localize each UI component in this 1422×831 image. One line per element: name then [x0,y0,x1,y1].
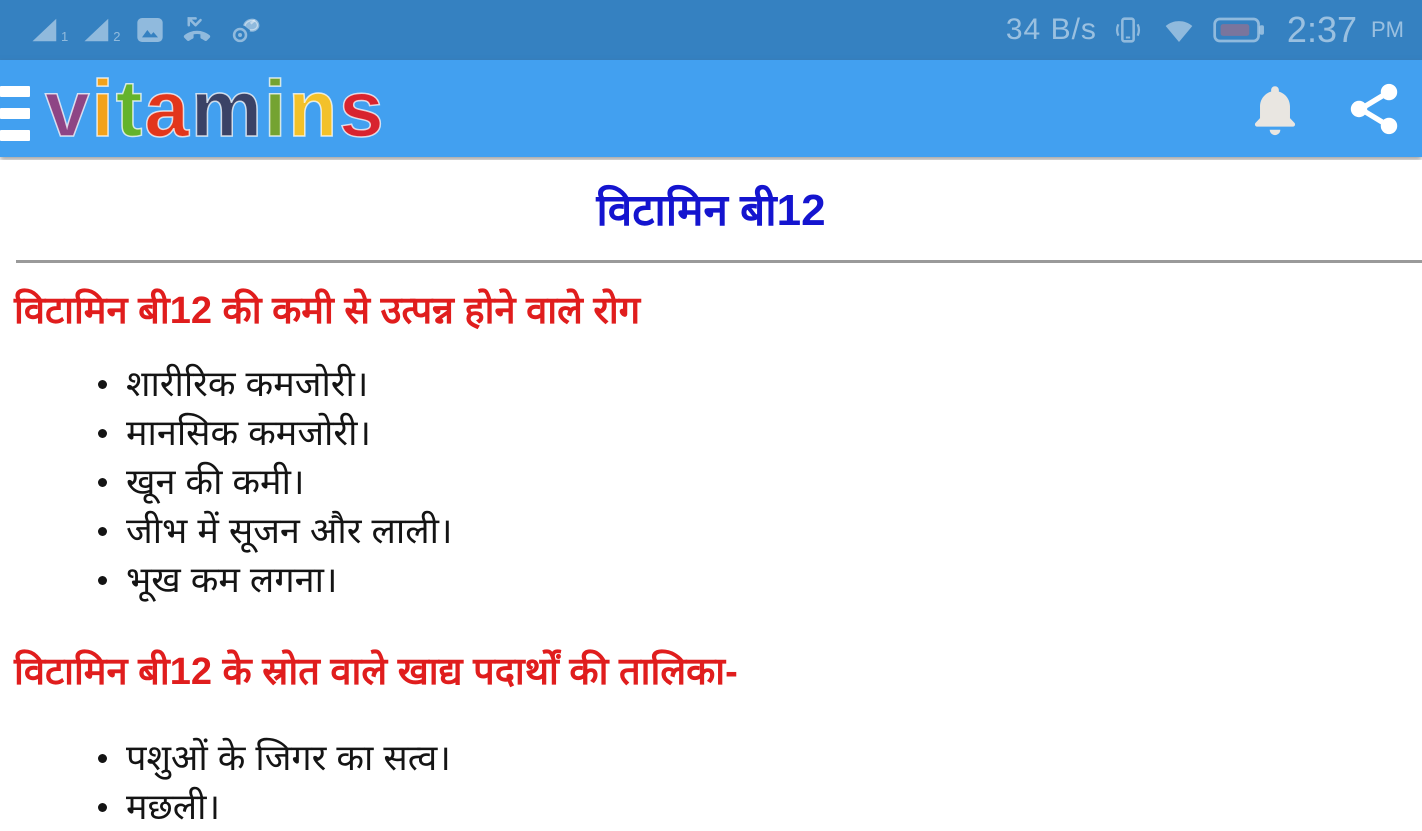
logo-letter-2: t [115,63,145,153]
network-speed: 34 B/s [1005,13,1097,46]
signal-1-icon [30,15,68,45]
clock-time: 2:37 [1286,9,1357,50]
list-item: खून की कमी। [96,457,1422,506]
logo-letter-6: n [288,63,340,153]
signal-2-label: 2 [113,29,121,44]
vitamins-logo [45,60,386,157]
divider [16,260,1422,263]
symptoms-list [0,359,1422,604]
page-title: विटामिन बी12 [596,186,826,235]
logo-letter-5: i [264,63,289,153]
vibrate-icon [1111,13,1145,47]
logo-letter-3: a [144,63,191,153]
notifications-bell-icon[interactable] [1246,80,1304,138]
clock-meridiem: PM [1371,17,1404,42]
share-icon[interactable] [1344,80,1404,138]
list-item: शारीरिक कमजोरी। [96,359,1422,408]
menu-bar [0,130,30,141]
status-bar-left [0,13,262,47]
list-item: मानसिक कमजोरी। [96,408,1422,457]
menu-bar [0,86,30,97]
missed-call-icon [180,13,214,47]
status-bar-right [1006,9,1422,51]
article-content [0,160,1422,831]
app-bar [0,60,1422,157]
logo-letter-7: s [339,63,386,153]
status-bar [0,0,1422,60]
menu-bar [0,108,30,119]
battery-icon [1213,14,1267,46]
gallery-icon [134,14,166,46]
section-1-heading: विटामिन बी12 की कमी से उत्पन्न होने वाले रोग [14,290,641,332]
logo-letter-1: i [91,63,116,153]
list-item: जीभ में सूजन और लाली। [96,506,1422,555]
signal-1-label: 1 [61,29,69,44]
signal-2-icon [82,15,120,45]
list-item: मछली। [96,782,1422,831]
logo-letter-0: v [45,63,92,153]
section-2-heading: विटामिन बी12 के स्रोत वाले खाद्य पदार्थों की तालिका- [14,650,738,693]
sources-list [0,733,1422,831]
menu-button[interactable] [0,86,30,141]
list-item: भूख कम लगना। [96,555,1422,604]
list-item: पशुओं के जिगर का सत्व। [96,733,1422,782]
wifi-icon [1159,13,1199,47]
logo-letter-4: m [190,63,265,153]
uc-browser-icon [228,13,262,47]
